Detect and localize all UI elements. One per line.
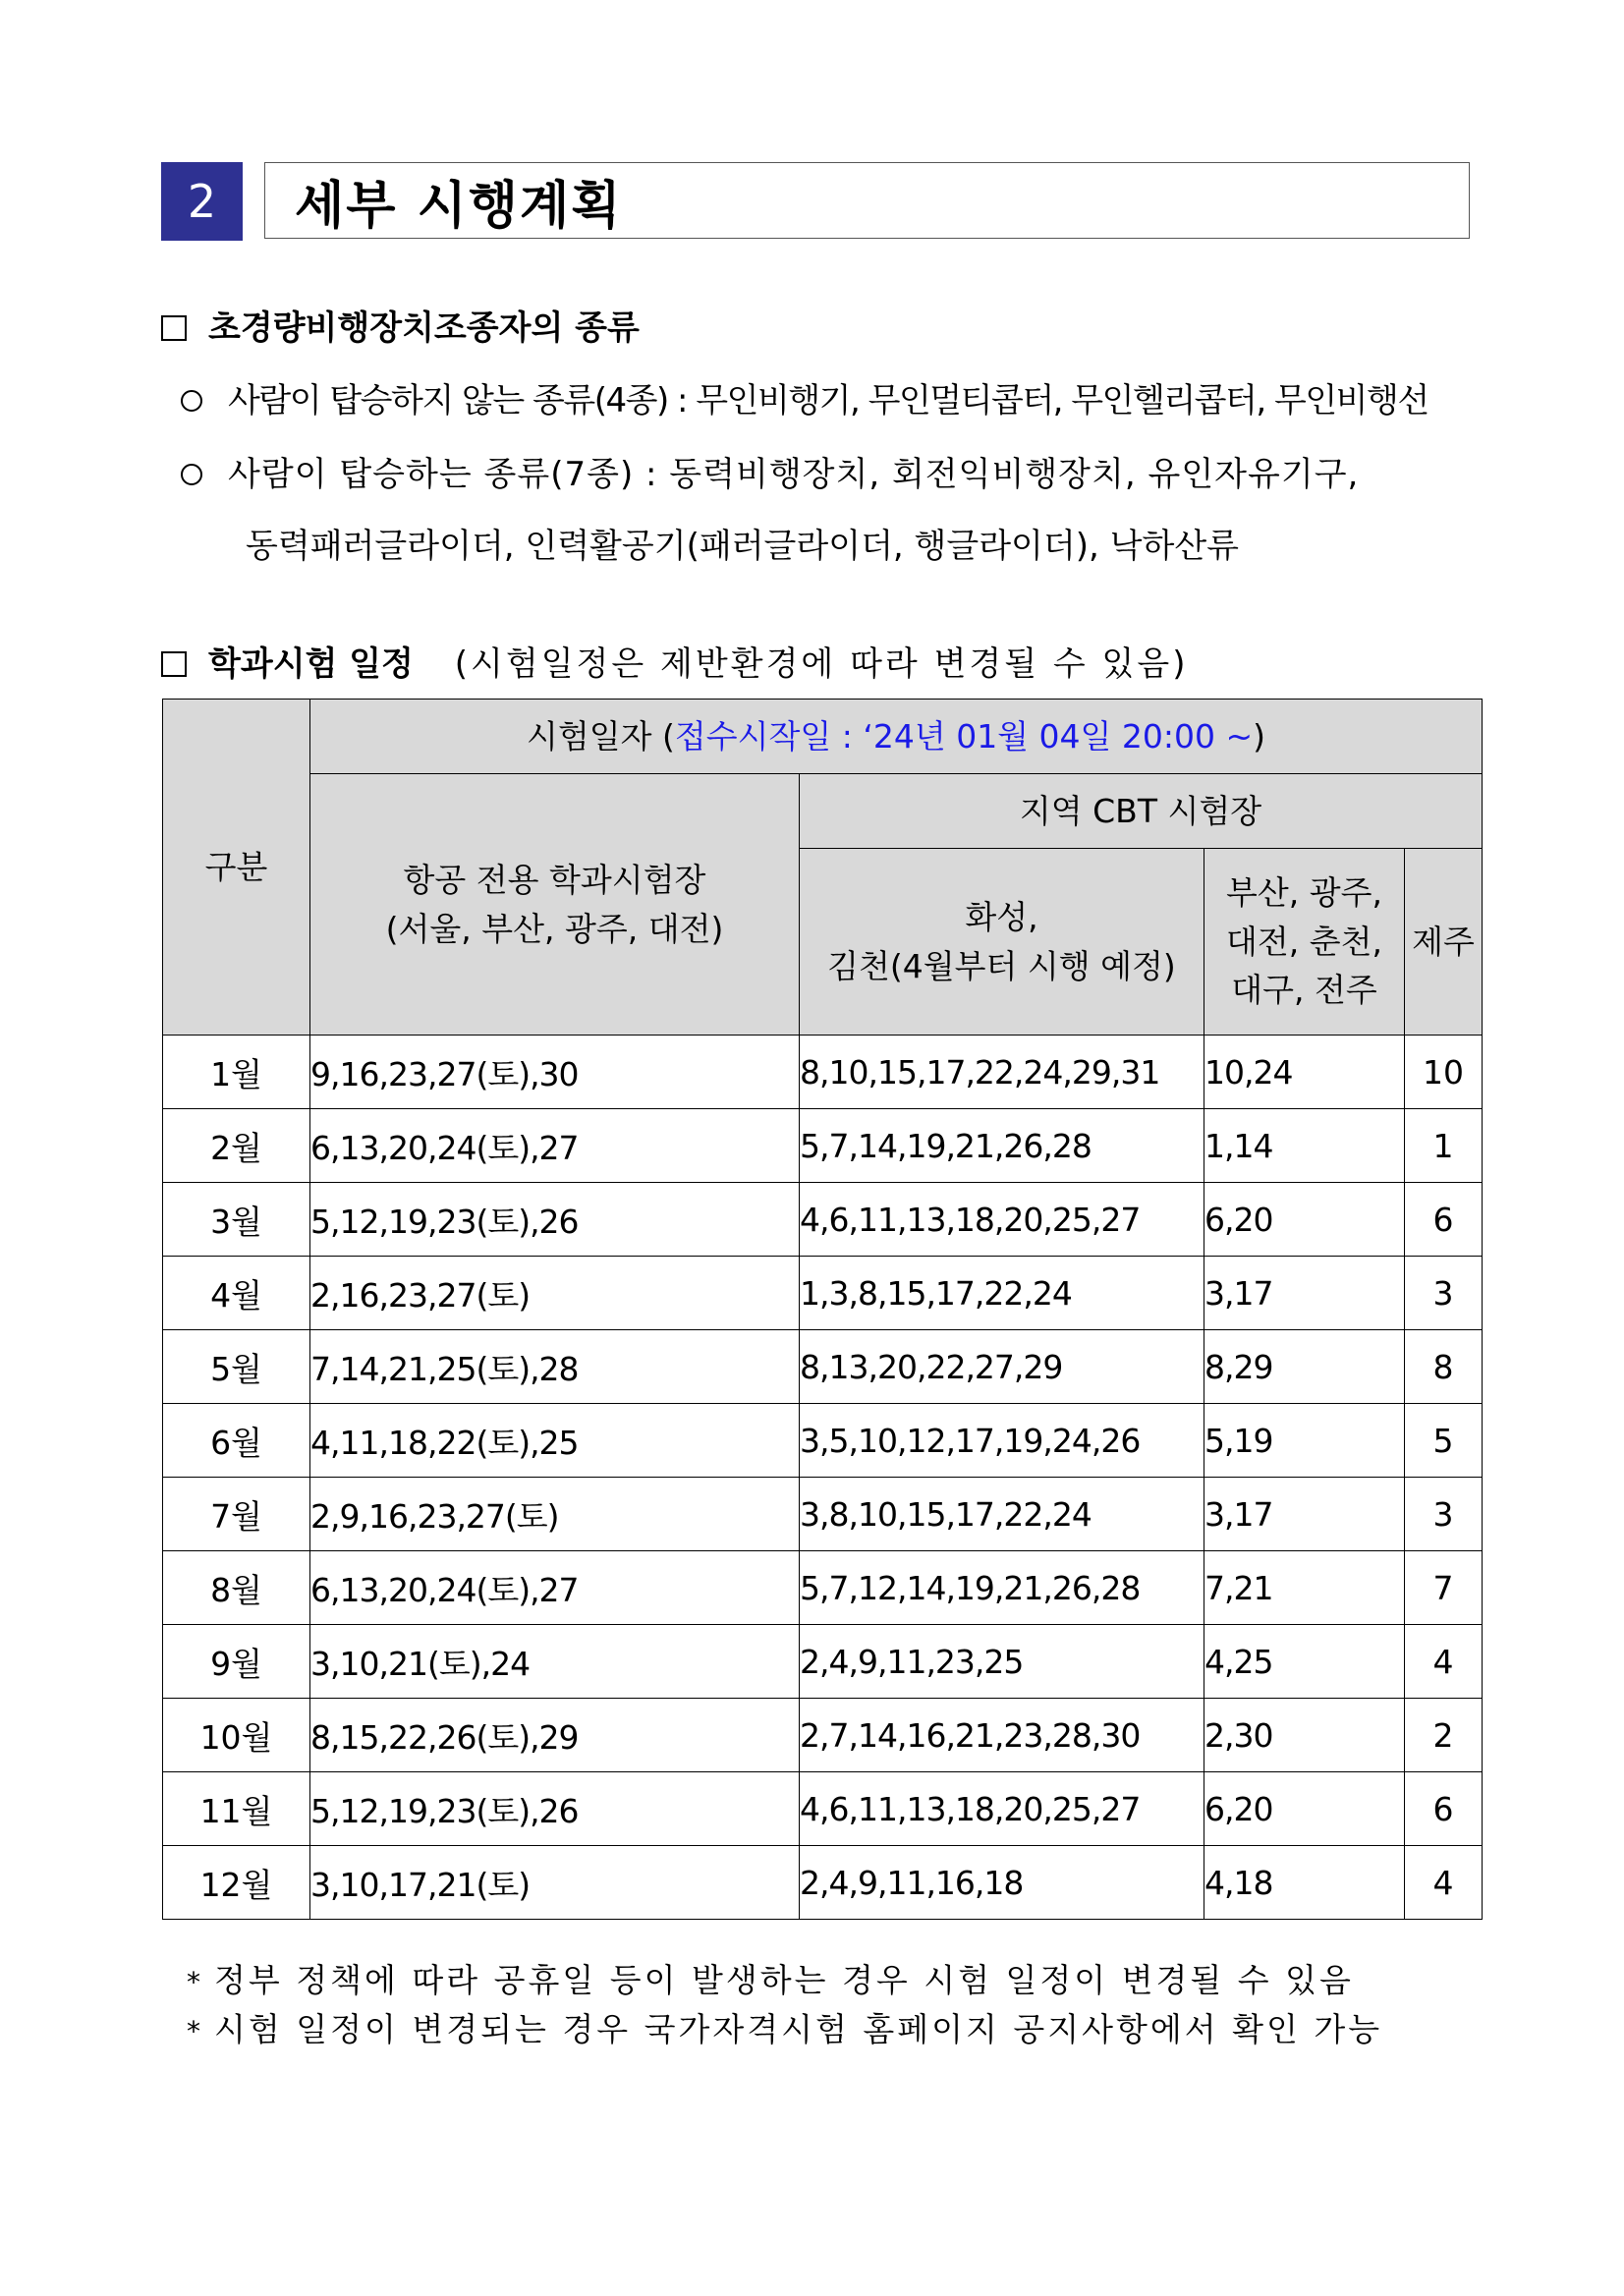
types-item-unmanned [181,373,1428,421]
exam-date-close: ) [1253,716,1266,756]
section-number: 2 [161,162,243,241]
circle-bullet-icon [181,390,202,412]
busan-line3: 대구, 전주 [1231,971,1377,1010]
dedicated-dates-cell: 9,16,23,27(토),30 [310,1036,800,1109]
month-cell: 1월 [163,1036,310,1109]
hwaseong-line1: 화성, [965,898,1038,936]
month-cell: 10월 [163,1699,310,1772]
types-heading-text: 초경량비행장치조종자의 종류 [208,308,640,348]
jeju-dates-cell: 4 [1405,1625,1483,1699]
table-row [163,1330,1483,1404]
header-busan-group [1204,849,1405,1036]
table-row [163,1109,1483,1183]
note-text: 시험 일정이 변경되는 경우 국가자격시험 홈페이지 공지사항에서 확인 가능 [214,2010,1383,2048]
exam-schedule-table [162,699,1483,1920]
jeju-dates-cell: 6 [1405,1183,1483,1257]
note-2 [187,2004,1382,2050]
schedule-heading-text: 학과시험 일정 [208,644,414,684]
header-category: 구분 [163,700,310,1036]
table-row [163,1478,1483,1551]
asterisk-icon: * [187,2015,203,2047]
busan-dates-cell: 3,17 [1204,1257,1405,1330]
jeju-dates-cell: 2 [1405,1699,1483,1772]
dedicated-dates-cell: 5,12,19,23(토),26 [310,1772,800,1846]
table-row [163,1404,1483,1478]
hwaseong-dates-cell: 2,4,9,11,16,18 [800,1846,1204,1920]
header-dedicated-center [310,774,800,1036]
hwaseong-dates-cell: 8,10,15,17,22,24,29,31 [800,1036,1204,1109]
hwaseong-line2: 김천(4월부터 시행 예정) [827,946,1176,985]
circle-bullet-icon [181,464,202,485]
square-bullet-icon [161,651,187,677]
table-row [163,1551,1483,1625]
note-text: 정부 정책에 따라 공휴일 등이 발생하는 경우 시험 일정이 변경될 수 있음 [214,1961,1354,1999]
table-row [163,1699,1483,1772]
month-cell: 5월 [163,1330,310,1404]
hwaseong-dates-cell: 4,6,11,13,18,20,25,27 [800,1183,1204,1257]
dedicated-center-cities: (서울, 부산, 광주, 대전) [385,909,724,948]
hwaseong-dates-cell: 2,7,14,16,21,23,28,30 [800,1699,1204,1772]
jeju-dates-cell: 3 [1405,1478,1483,1551]
busan-dates-cell: 4,18 [1204,1846,1405,1920]
month-cell: 12월 [163,1846,310,1920]
jeju-dates-cell: 10 [1405,1036,1483,1109]
table-row [163,1257,1483,1330]
types-item-text: 사람이 탑승하는 종류(7종) : 동력비행장치, 회전익비행장치, 유인자유기구, [228,455,1360,494]
dedicated-dates-cell: 3,10,17,21(토) [310,1846,800,1920]
hwaseong-dates-cell: 3,5,10,12,17,19,24,26 [800,1404,1204,1478]
dedicated-dates-cell: 5,12,19,23(토),26 [310,1183,800,1257]
types-item-manned-continuation: 동력패러글라이더, 인력활공기(패러글라이더, 행글라이더), 낙하산류 [246,527,1240,566]
header-exam-date [310,700,1483,774]
dedicated-dates-cell: 7,14,21,25(토),28 [310,1330,800,1404]
month-cell: 3월 [163,1183,310,1257]
dedicated-dates-cell: 2,9,16,23,27(토) [310,1478,800,1551]
hwaseong-dates-cell: 8,13,20,22,27,29 [800,1330,1204,1404]
busan-dates-cell: 6,20 [1204,1772,1405,1846]
hwaseong-dates-cell: 2,4,9,11,23,25 [800,1625,1204,1699]
header-jeju: 제주 [1405,849,1483,1036]
dedicated-dates-cell: 3,10,21(토),24 [310,1625,800,1699]
table-row [163,1772,1483,1846]
month-cell: 8월 [163,1551,310,1625]
busan-line2: 대전, 춘천, [1226,922,1382,961]
dedicated-dates-cell: 6,13,20,24(토),27 [310,1109,800,1183]
types-item-manned [181,447,1359,495]
header-hwaseong-gimcheon [800,849,1204,1036]
month-cell: 7월 [163,1478,310,1551]
month-cell: 9월 [163,1625,310,1699]
dedicated-dates-cell: 4,11,18,22(토),25 [310,1404,800,1478]
jeju-dates-cell: 7 [1405,1551,1483,1625]
table-row [163,1625,1483,1699]
jeju-dates-cell: 6 [1405,1772,1483,1846]
busan-dates-cell: 8,29 [1204,1330,1405,1404]
table-row [163,1846,1483,1920]
jeju-dates-cell: 4 [1405,1846,1483,1920]
hwaseong-dates-cell: 4,6,11,13,18,20,25,27 [800,1772,1204,1846]
busan-dates-cell: 1,14 [1204,1109,1405,1183]
dedicated-dates-cell: 2,16,23,27(토) [310,1257,800,1330]
busan-line1: 부산, 광주, [1226,873,1382,913]
header-regional-cbt: 지역 CBT 시험장 [800,774,1483,849]
busan-dates-cell: 7,21 [1204,1551,1405,1625]
month-cell: 4월 [163,1257,310,1330]
dedicated-center-name: 항공 전용 학과시험장 [403,861,706,899]
jeju-dates-cell: 1 [1405,1109,1483,1183]
types-heading [161,301,640,349]
month-cell: 11월 [163,1772,310,1846]
busan-dates-cell: 5,19 [1204,1404,1405,1478]
busan-dates-cell: 3,17 [1204,1478,1405,1551]
busan-dates-cell: 6,20 [1204,1183,1405,1257]
hwaseong-dates-cell: 5,7,12,14,19,21,26,28 [800,1551,1204,1625]
hwaseong-dates-cell: 3,8,10,15,17,22,24 [800,1478,1204,1551]
exam-date-label: 시험일자 ( [526,716,675,756]
hwaseong-dates-cell: 1,3,8,15,17,22,24 [800,1257,1204,1330]
month-cell: 6월 [163,1404,310,1478]
dedicated-dates-cell: 6,13,20,24(토),27 [310,1551,800,1625]
types-item-text: 사람이 탑승하지 않는 종류(4종) : 무인비행기, 무인멀티콥터, 무인헬리콥터, 무인비행선 [228,381,1428,420]
schedule-heading [161,637,1189,685]
square-bullet-icon [161,315,187,341]
jeju-dates-cell: 8 [1405,1330,1483,1404]
section-title-text: 세부 시행계획 [295,176,623,236]
jeju-dates-cell: 3 [1405,1257,1483,1330]
section-title [264,162,1470,239]
busan-dates-cell: 10,24 [1204,1036,1405,1109]
asterisk-icon: * [187,1966,203,1998]
schedule-heading-note: (시험일정은 제반환경에 따라 변경될 수 있음) [454,644,1189,684]
hwaseong-dates-cell: 5,7,14,19,21,26,28 [800,1109,1204,1183]
jeju-dates-cell: 5 [1405,1404,1483,1478]
note-1 [187,1955,1354,2001]
busan-dates-cell: 4,25 [1204,1625,1405,1699]
table-row [163,1183,1483,1257]
dedicated-dates-cell: 8,15,22,26(토),29 [310,1699,800,1772]
table-row [163,1036,1483,1109]
busan-dates-cell: 2,30 [1204,1699,1405,1772]
month-cell: 2월 [163,1109,310,1183]
registration-start: 접수시작일 : ‘24년 01월 04일 20:00 ~ [674,716,1254,756]
